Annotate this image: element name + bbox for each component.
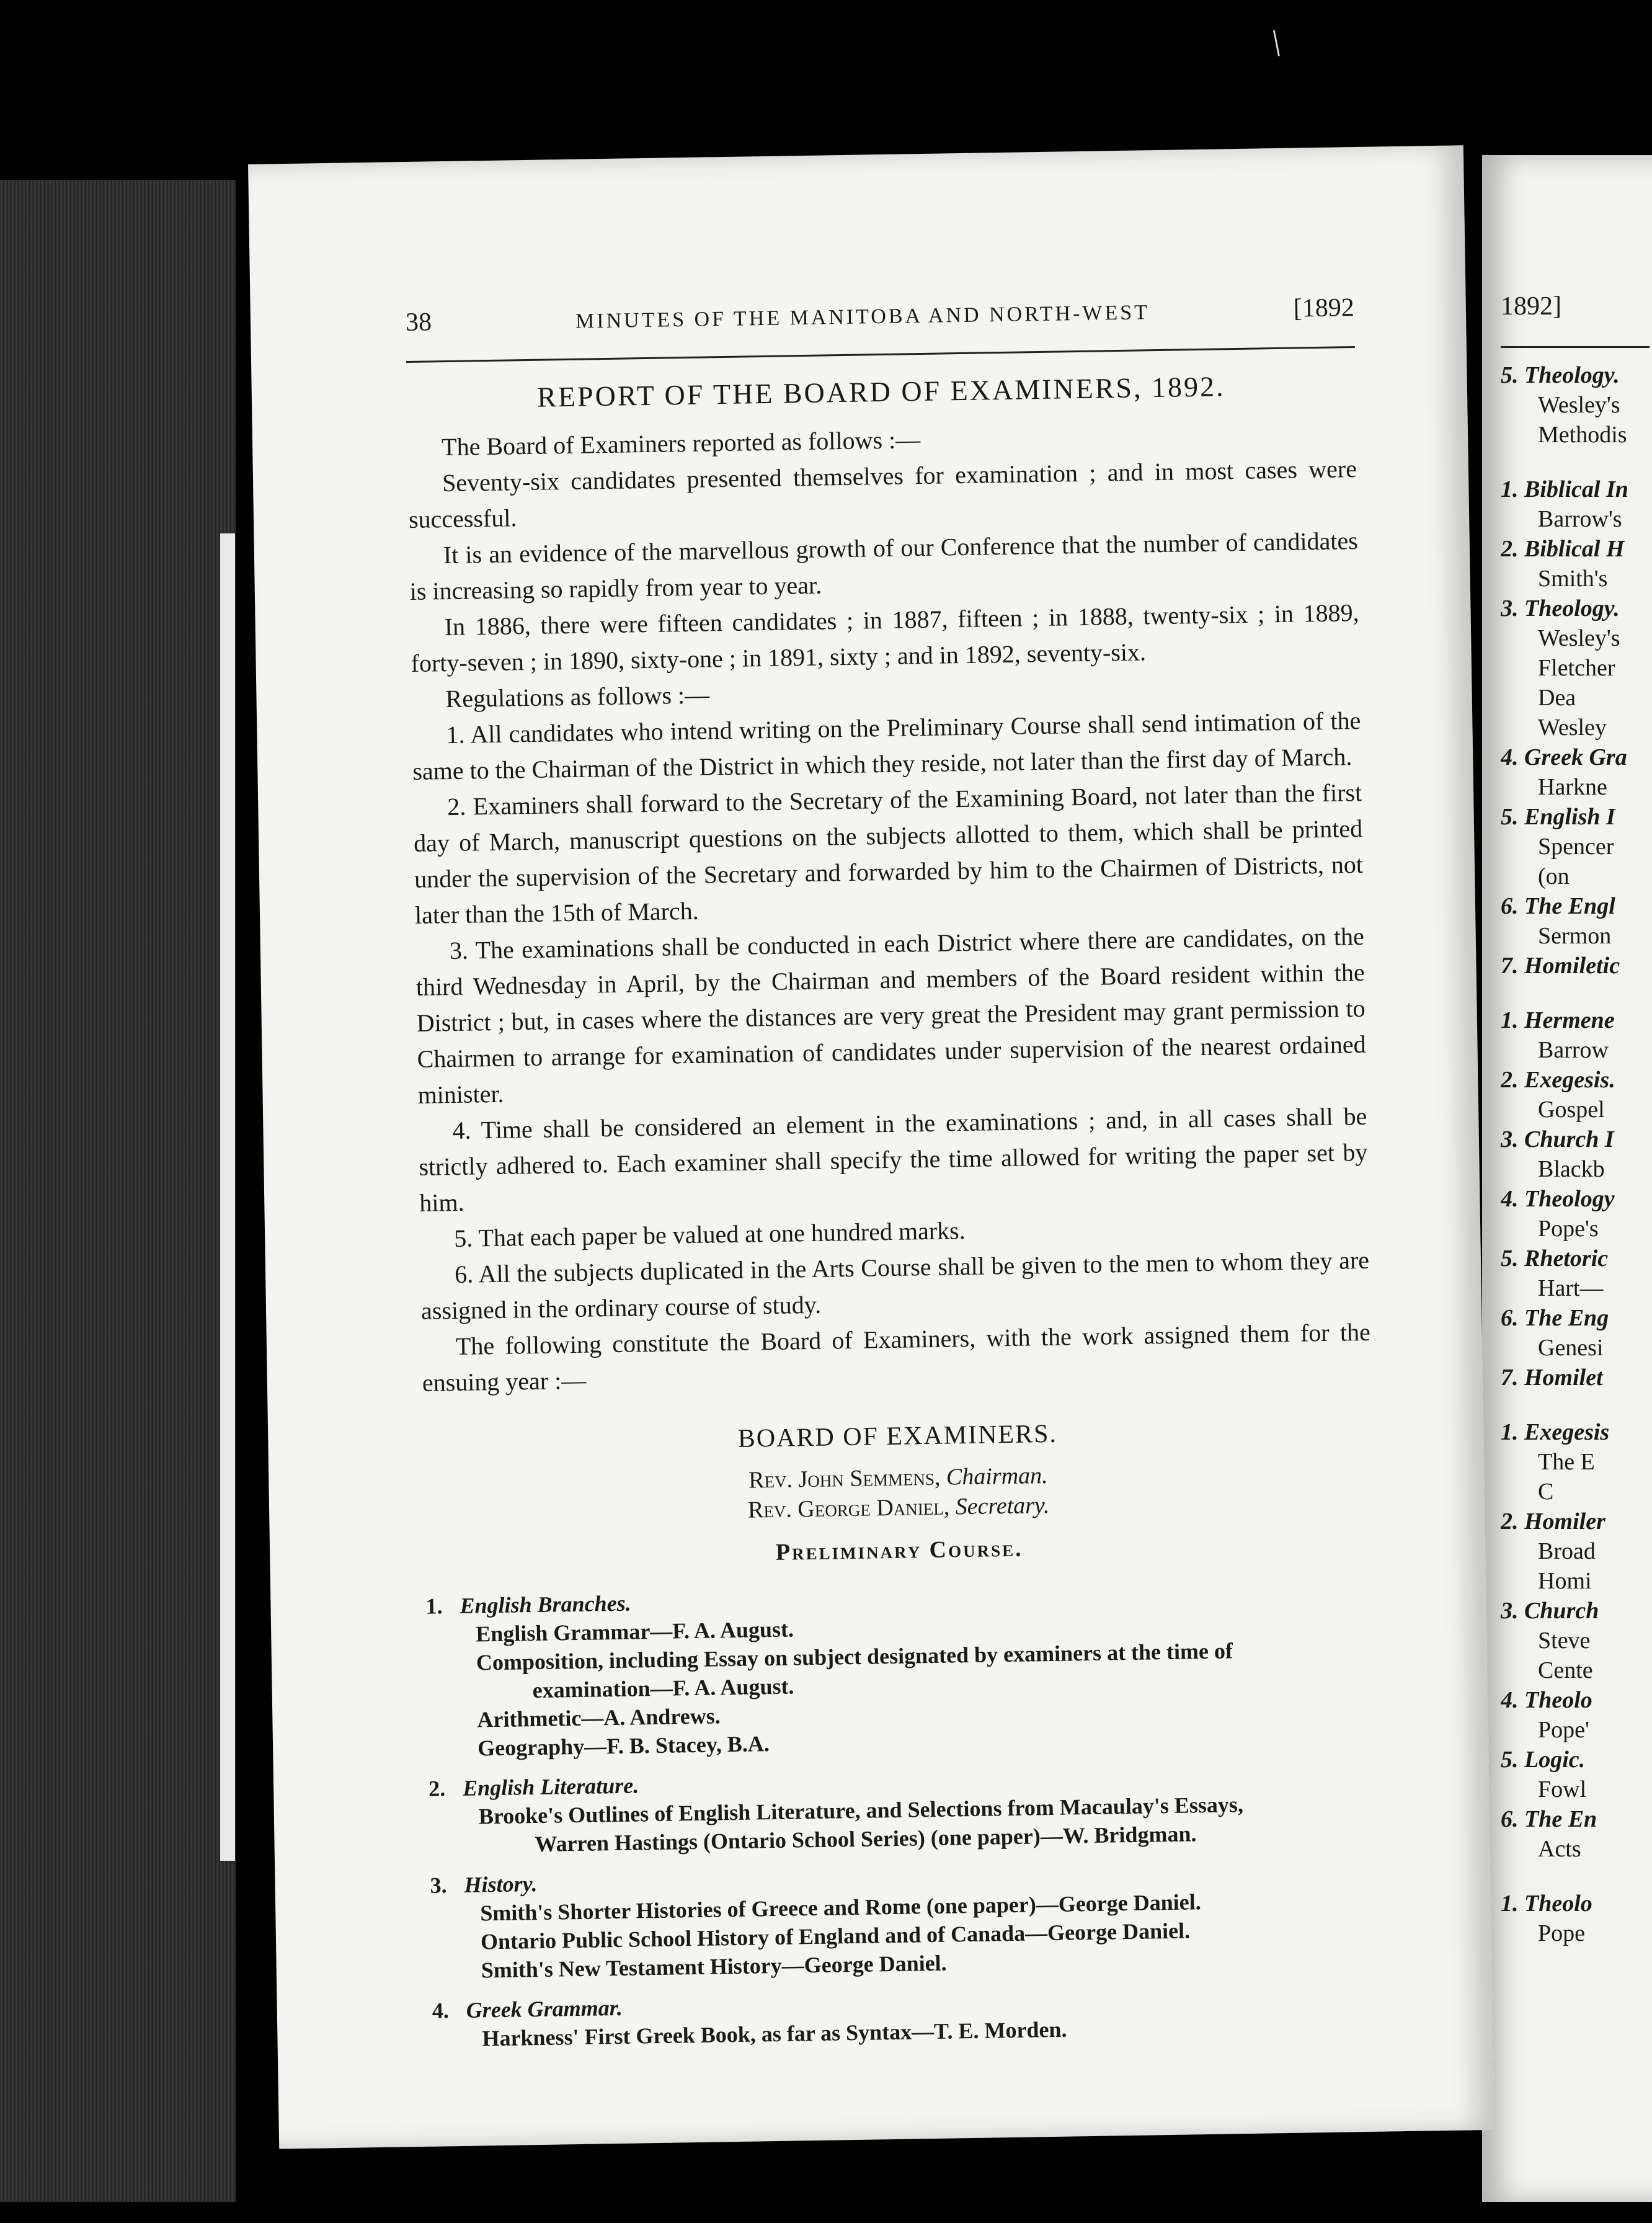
right-page-line: Spencer	[1538, 834, 1614, 860]
section-greek-grammar	[432, 1982, 1381, 2054]
page-edge-strip	[220, 533, 235, 1861]
book-edge	[0, 180, 236, 2202]
section-item: English Grammar—F. A. August.	[475, 1616, 794, 1647]
right-page-line: 5. Theology.	[1501, 362, 1620, 388]
right-page-line: Genesi	[1538, 1335, 1604, 1361]
right-page-line: 2. Biblical H	[1501, 536, 1625, 562]
page-number: 38	[405, 308, 432, 337]
section-history	[430, 1856, 1380, 1985]
right-page-header: 1892]	[1501, 292, 1561, 321]
right-page-line: The E	[1538, 1449, 1595, 1475]
right-page-line: 1. Hermene	[1501, 1007, 1615, 1033]
right-page-line: (on	[1538, 863, 1570, 889]
right-page-line: 3. Church	[1501, 1598, 1599, 1624]
section-number: 1.	[425, 1593, 443, 1619]
right-page-line: Wesley's	[1538, 392, 1620, 418]
regulation: 3. The examinations shall be conducted in each District where there are candidates, on the third Wednesday in April, by the Chairman and members of the Board resident within the District ; but, in cases where the distances are very great the President may grant permission to Chairmen to arrange for examination of candidates under supervision of the nearest ordained minister.	[415, 922, 1366, 1109]
right-page-line: 4. Greek Gra	[1501, 744, 1627, 770]
right-page-line: Hart—	[1538, 1275, 1604, 1301]
paragraph: It is an evidence of the marvellous growth of our Conference that the number of candidates is increasing so rapidly from year to year.	[409, 526, 1359, 605]
regulation: 2. Examiners shall forward to the Secretary of the Examining Board, not later than the first day of March, manuscript questions on the subjects allotted to them, which shall be printed under the supervision of the Secretary and forwarded by him to the Chairmen of Districts, not later than the 15th of March.	[413, 778, 1364, 929]
right-page-line: Wesley	[1538, 715, 1607, 741]
right-page-line: 5. Rhetoric	[1501, 1245, 1609, 1272]
right-page-line: Broad	[1538, 1538, 1596, 1564]
section-item: Ontario Public School History of England and of Canada—George Daniel.	[480, 1918, 1191, 1954]
right-page-line: Harkne	[1538, 774, 1607, 800]
section-item: Arithmetic—A. Andrews.	[477, 1703, 721, 1732]
paragraph: Regulations as follows :—	[445, 680, 710, 713]
right-page-line: Gospel	[1538, 1097, 1605, 1123]
page-header	[406, 290, 1355, 342]
section-title: History.	[464, 1871, 538, 1897]
right-page-gap	[1501, 1864, 1650, 1889]
right-page-line: Dea	[1538, 685, 1576, 711]
section-item: Smith's New Testament History—George Daniel.	[481, 1950, 947, 1983]
section-item: examination—F. A. August.	[532, 1673, 794, 1703]
right-page-line: 2. Homiler	[1501, 1508, 1605, 1535]
right-page-line: Sermon	[1538, 923, 1612, 949]
secretary-role: Secretary.	[955, 1492, 1050, 1520]
right-page-line: Pope'	[1538, 1717, 1589, 1743]
report-title: REPORT OF THE BOARD OF EXAMINERS, 1892.	[536, 370, 1225, 413]
regulation: 6. All the subjects duplicated in the Arts Course shall be given to the men to whom they are assigned in the ordinary course of study.	[420, 1245, 1370, 1325]
regulation: 5. That each paper be valued at one hundred marks.	[453, 1216, 966, 1252]
right-page-line: 7. Homilet	[1501, 1365, 1603, 1391]
right-page-line: 4. Theolo	[1501, 1687, 1592, 1713]
right-page-line: Wesley's	[1538, 625, 1620, 651]
right-page-line: Barrow	[1538, 1037, 1609, 1063]
right-page-line: 3. Theology.	[1501, 595, 1620, 621]
right-page-line: 5. English I	[1501, 804, 1615, 830]
header-rule	[406, 346, 1355, 363]
paragraph: Seventy-six candidates presented themselves for examination ; and in most cases were successful.	[408, 454, 1357, 533]
running-title: MINUTES OF THE MANITOBA AND NORTH-WEST	[575, 301, 1150, 333]
right-page-line: Smith's	[1538, 566, 1608, 592]
course-title: Preliminary Course.	[775, 1535, 1023, 1566]
right-page-line: 7. Homiletic	[1501, 953, 1620, 979]
right-page-line: Barrow's	[1538, 506, 1622, 532]
paragraph: In 1886, there were fifteen candidates ; in 1887, fifteen ; in 1888, twenty-six ; in 1889, forty-seven ; in 1890, sixty-one ; in 1891, sixty ; and in 1892, seventy-six.	[411, 598, 1359, 677]
right-page-line: Pope	[1538, 1920, 1585, 1946]
chairman-role: Chairman.	[946, 1463, 1048, 1490]
right-page-line: Acts	[1538, 1836, 1581, 1862]
section-item: Geography—F. B. Stacey, B.A.	[477, 1731, 770, 1761]
section-number: 4.	[432, 1998, 450, 2023]
right-page-text	[1501, 292, 1650, 1948]
section-item: Composition, including Essay on subject designated by examiners at the time of	[476, 1638, 1233, 1675]
regulation: 4. Time shall be considered an element in the examinations ; and, in all cases shall be strictly adhered to. Each examiner shall specify the time allowed for writing the paper set by him.	[419, 1102, 1368, 1217]
right-page-line: Cente	[1538, 1657, 1593, 1683]
right-page-gap	[1501, 1392, 1650, 1417]
regulation: 1. All candidates who intend writing on the Preliminary Course shall send intimation of the same to the Chairman of the District in which they reside, not later than the first day of March.	[412, 706, 1361, 785]
secretary-name: Rev. George Daniel,	[747, 1494, 950, 1523]
paragraph: The Board of Examiners reported as follows :—	[441, 425, 921, 461]
board-title: BOARD OF EXAMINERS.	[737, 1419, 1058, 1453]
section-title: Greek Grammar.	[466, 1995, 623, 2023]
right-page-line: Steve	[1538, 1628, 1591, 1654]
section-english-literature	[429, 1760, 1379, 1860]
section-english-branches	[425, 1577, 1377, 1763]
page-content	[406, 290, 1382, 2065]
section-item: Brooke's Outlines of English Literature, and Selections from Macaulay's Essays,	[478, 1792, 1244, 1829]
right-page-line: 2. Exegesis.	[1501, 1067, 1615, 1093]
right-page-gap	[1501, 981, 1650, 1005]
section-title: English Literature.	[462, 1773, 639, 1801]
right-page-line: 3. Church I	[1501, 1126, 1614, 1152]
right-page-gap	[1501, 450, 1650, 474]
right-page-line: Blackb	[1538, 1156, 1605, 1182]
right-page-line: C	[1538, 1479, 1554, 1505]
section-title: English Branches.	[460, 1590, 631, 1618]
scan-mark: /	[1261, 22, 1291, 63]
section-number: 2.	[428, 1776, 446, 1801]
right-page-line: 6. The En	[1501, 1806, 1597, 1832]
right-page-line: 4. Theology	[1501, 1186, 1615, 1212]
section-number: 3.	[430, 1873, 447, 1898]
right-page-line: Pope's	[1538, 1216, 1599, 1242]
right-page-rule	[1501, 346, 1650, 348]
left-page	[248, 145, 1494, 2149]
right-page-line: Fowl	[1538, 1776, 1587, 1802]
right-page-line: 6. The Eng	[1501, 1305, 1609, 1331]
section-item: Harkness' First Greek Book, as far as Syntax—T. E. Morden.	[482, 2016, 1067, 2051]
right-page-line: Methodis	[1538, 422, 1627, 448]
right-page-line: 1. Biblical In	[1501, 476, 1628, 502]
right-page-line: 6. The Engl	[1501, 893, 1615, 919]
right-page-line: 1. Theolo	[1501, 1891, 1592, 1917]
right-page-lines	[1501, 360, 1650, 1948]
right-page-line: Fletcher	[1538, 655, 1615, 681]
right-page-line: 1. Exegesis	[1501, 1419, 1610, 1445]
section-item: Warren Hastings (Ontario School Series) (one paper)—W. Bridgman.	[535, 1821, 1197, 1857]
right-page-line: 5. Logic.	[1501, 1747, 1586, 1773]
paragraph: The following constitute the Board of Examiners, with the work assigned them for the ensuing year :—	[422, 1317, 1371, 1397]
section-item: Smith's Shorter Histories of Greece and Rome (one paper)—George Daniel.	[480, 1889, 1201, 1926]
chairman-name: Rev. John Semmens,	[748, 1464, 941, 1494]
right-page-line: Homi	[1538, 1568, 1592, 1594]
header-year: [1892	[1293, 293, 1355, 323]
